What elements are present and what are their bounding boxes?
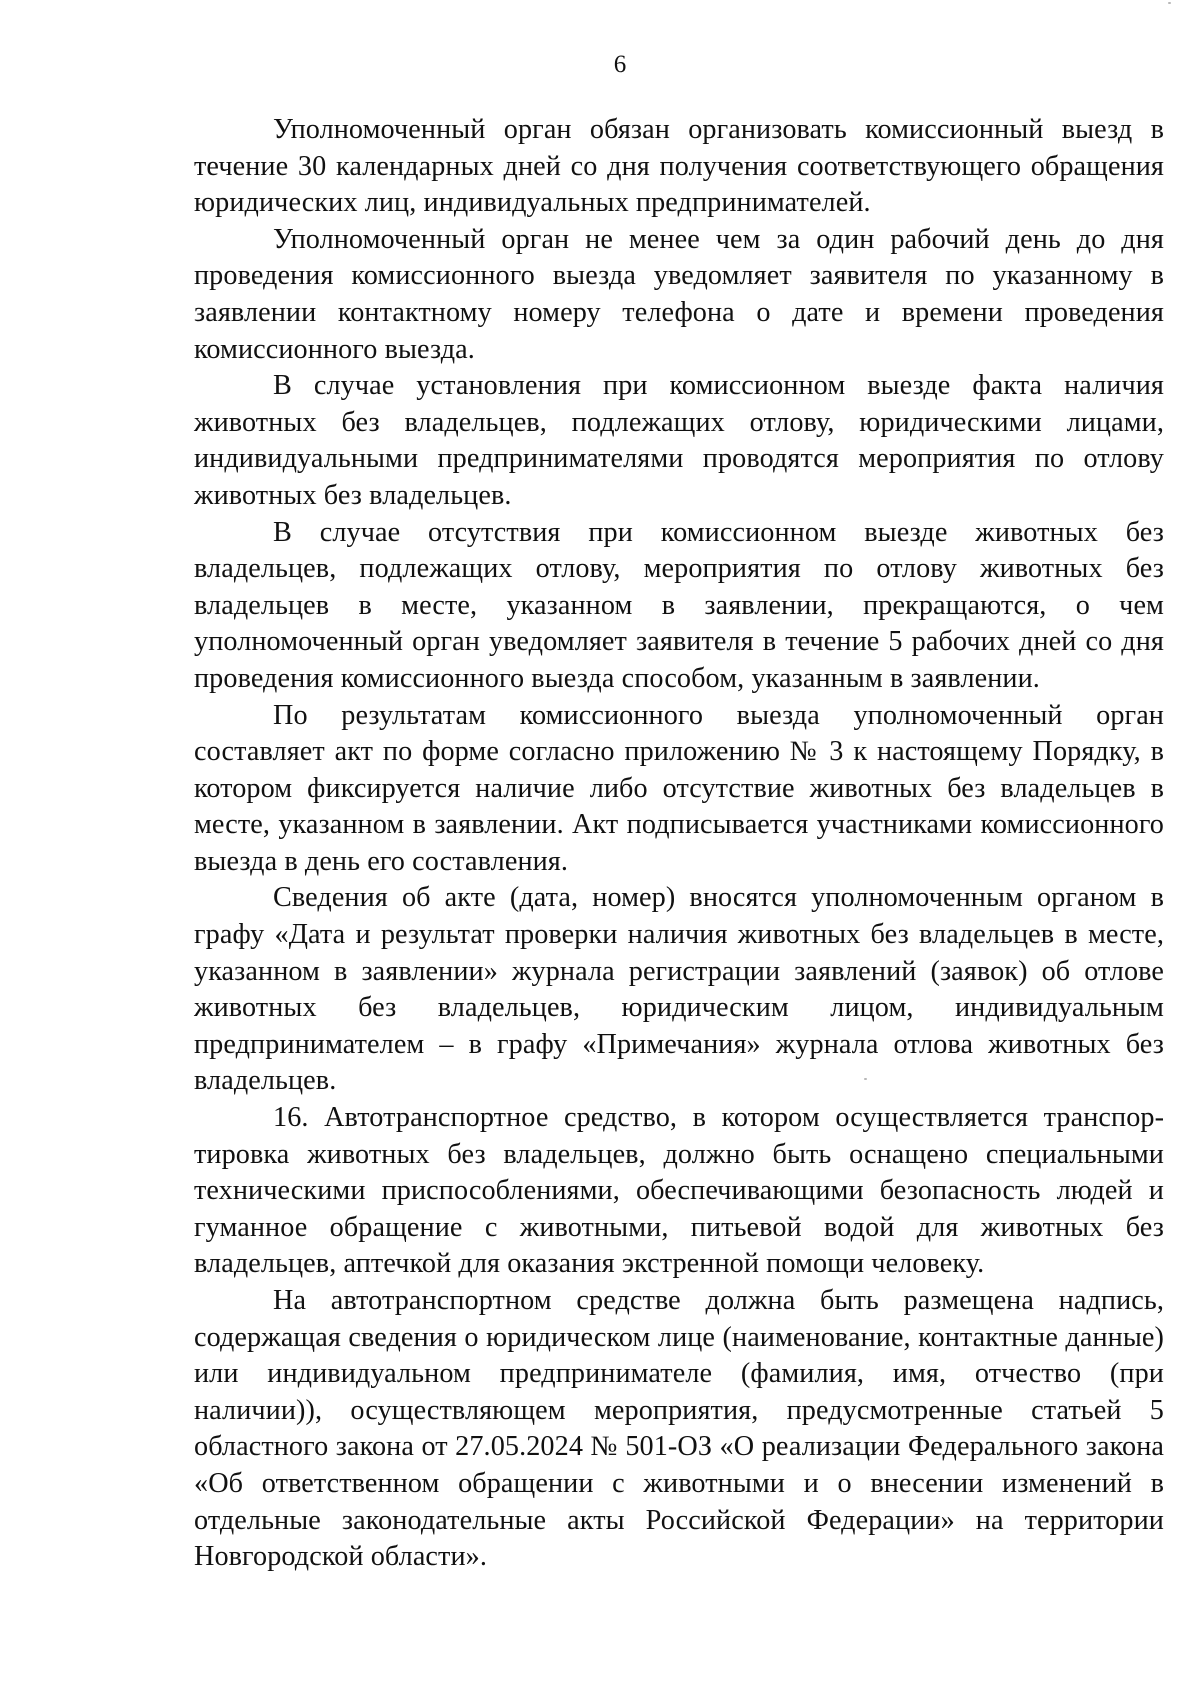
page-number: 6: [613, 51, 627, 78]
paragraph: Уполномоченный орган обязан организовать комиссионный выезд в течение 30 календарных дней со дня получения соответствующего обращения юридических лиц, индивидуальных предпринимателей.: [194, 114, 1164, 219]
paragraph: На автотранспортном средстве должна быть размещена надпись, содержащая сведения о юридическом лице (наименование, контактные данные) или индивидуальном предпринимателе (фамилия, имя, отчество (при наличии)), осуществляющем мероприятия, предусмотренные статьей 5 областного закона от 27.05.2024 № 501-ОЗ «О реализации Федерального закона «Об ответственном обращении с животными и о внесении изменений в отдельные законодательные акты Российской Федерации» на территории Новгородской области».: [194, 1285, 1164, 1573]
document-body: [194, 112, 1164, 1576]
scan-speck: [1168, 2, 1171, 4]
paragraph: Уполномоченный орган не менее чем за один рабочий день до дня проведения комиссионного выезда уведомляет заявителя по указанному в заявлении контактному номеру телефона о дате и времени проведения комиссионного выезда.: [194, 223, 1164, 365]
paragraph: По результатам комиссионного выезда уполномоченный орган составляет акт по форме согласно приложению № 3 к настоящему Порядку, в котором фиксируется наличие либо отсутствие животных без владельцев в месте, указанном в заявлении. Акт подписывается участниками комиссионного выезда в день его составления.: [194, 699, 1164, 877]
paragraph: 16. Автотранспортное средство, в котором осуществляется транспортировка животных без владельцев, должно быть оснащено специальными техническими приспособлениями, обеспечивающими безопасность людей и гуманное обращение с животными, питьевой водой для животных без владельцев, аптечкой для оказания экстренной помощи человеку.: [194, 1102, 1164, 1280]
paragraph: В случае отсутствия при комиссионном выезде животных без владельцев, подлежащих отлову, мероприятия по отлову животных без владельцев в месте, указанном в заявлении, прекращаются, о чем уполномоченный орган уведомляет заявителя в течение 5 рабочих дней со дня проведения комиссионного выезда способом, указанным в заявлении.: [194, 516, 1164, 694]
paragraph: Сведения об акте (дата, номер) вносятся уполномоченным органом в графу «Дата и результат проверки наличия животных без владельцев в месте, указанном в заявлении» журнала регистрации заявлений (заявок) об отлове животных без владельцев, юридическим лицом, индивидуальным предпринимателем – в графу «Примечания» журнала отлова животных без владельцев.: [194, 882, 1164, 1097]
scan-speck: [864, 1078, 867, 1080]
paragraph: В случае установления при комиссионном выезде факта наличия животных без владельцев, подлежащих отлову, юридическими лицами, индивидуальными предпринимателями проводятся мероприятия по отлову животных без владельцев.: [194, 370, 1164, 511]
